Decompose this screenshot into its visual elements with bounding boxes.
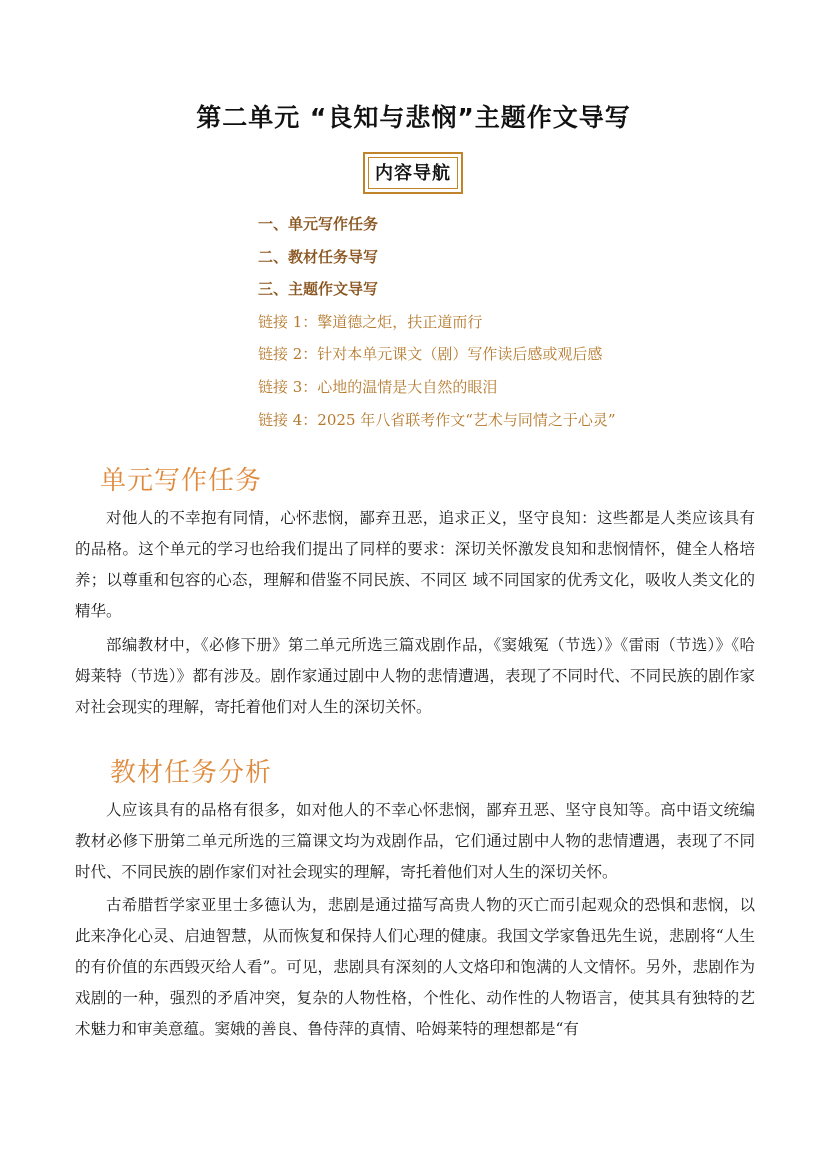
toc-item-link-3[interactable]: 链接 3：心地的温情是大自然的眼泪 xyxy=(258,377,498,396)
paragraph: 对他人的不幸抱有同情，心怀悲悯，鄙弃丑恶，追求正义，坚守良知：这些都是人类应该具有的品格。这个单元的学习也给我们提出了同样的要求：深切关怀激发良知和悲悯情怀，健全人格培养；以尊重和包容的心态，理解和借鉴不同民族、不同区 域不同国家的优秀文化，吸收人类文化的精华。 xyxy=(75,509,755,620)
content-nav-label: 内容导航 xyxy=(368,157,458,189)
toc-item-link-4[interactable]: 链接 4：2025 年八省联考作文“艺术与同情之于心灵” xyxy=(258,410,616,429)
toc-item-link-1[interactable]: 链接 1：擎道德之炬，扶正道而行 xyxy=(258,312,483,331)
paragraph: 部编教材中，《必修下册》第二单元所选三篇戏剧作品，《窦娥冤（节选）》《雷雨（节选）》《哈姆莱特（节选）》都有涉及。剧作家通过剧中人物的悲情遭遇，表现了不同时代、不同民族的剧作家对社会现实的理解，寄托着他们对人生的深切关怀。 xyxy=(75,636,755,716)
table-of-contents xyxy=(258,210,778,438)
section-heading-textbook-analysis: 教材任务分析 xyxy=(110,758,273,788)
page-title: 第二单元 “良知与悲悯”主题作文导写 xyxy=(196,103,631,132)
paragraph: 古希腊哲学家亚里士多德认为，悲剧是通过描写高贵人物的灭亡而引起观众的恐惧和悲悯，以此来净化心灵、启迪智慧，从而恢复和保持人们心理的健康。我国文学家鲁迅先生说，悲剧将“人生的有价值的东西毁灭给人看”。可见，悲剧具有深刻的人文烙印和饱满的人文情怀。另外，悲剧作为戏剧的一种，强烈的矛盾冲突，复杂的人物性格，个性化、动作性的人物语言，使其具有独特的艺术魅力和审美意蕴。窦娥的善良、鲁侍萍的真情、哈姆莱特的理想都是“有 xyxy=(75,896,755,1038)
toc-item-textbook-task[interactable]: 二、教材任务导写 xyxy=(258,247,379,266)
toc-item-theme-writing[interactable]: 三、主题作文导写 xyxy=(258,280,379,299)
content-nav-frame xyxy=(363,152,463,194)
section-heading-unit-writing-task: 单元写作任务 xyxy=(100,466,263,496)
paragraph: 人应该具有的品格有很多，如对他人的不幸心怀悲悯，鄙弃丑恶、坚守良知等。高中语文统编教材必修下册第二单元所选的三篇课文均为戏剧作品，它们通过剧中人物的悲情遭遇，表现了不同时代、不同民族的剧作家们对社会现实的理解，寄托着他们对人生的深切关怀。 xyxy=(75,801,755,881)
toc-item-unit-writing-task[interactable]: 一、单元写作任务 xyxy=(258,215,379,233)
toc-item-link-2[interactable]: 链接 2：针对本单元课文（剧）写作读后感或观后感 xyxy=(258,345,603,364)
